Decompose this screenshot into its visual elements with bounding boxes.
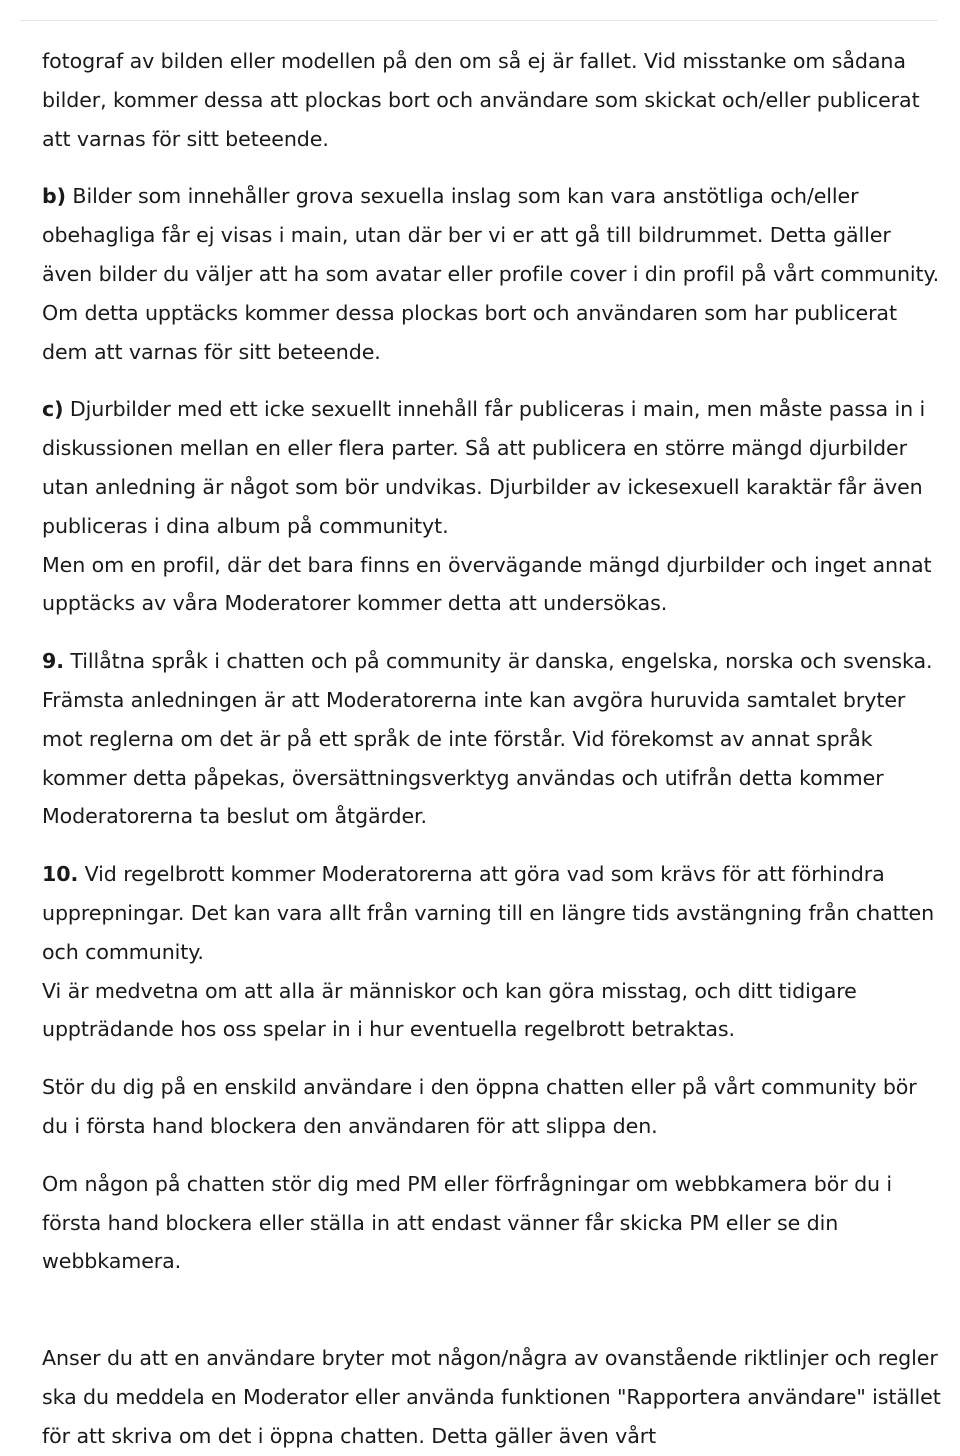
rule-c-text: Djurbilder med ett icke sexuellt innehåll får publiceras i main, men måste passa in i diskussionen mellan en eller flera parter. Så att publicera en större mängd djurbilder utan anledning är något som bör undvikas. Djurbilder av ickesexuell karaktär får även publiceras i dina album på communityt. — [42, 397, 926, 538]
rule-c-label: c) — [42, 397, 64, 422]
document-body — [42, 42, 942, 1456]
rule-10-text: Vid regelbrott kommer Moderatorerna att göra vad som krävs för att förhindra upprepningar. Det kan vara allt från varning till en längre tids avstängning från chatten och community. — [42, 862, 935, 964]
paragraph-report-user: Anser du att en användare bryter mot någon/några av ovanstående riktlinjer och regler ska du meddela en Moderator eller använda funktionen "Rapportera användare" istället för att skriva om det i öppna chatten. Detta gäller även vårt — [42, 1346, 941, 1448]
rule-9-text: Tillåtna språk i chatten och på community är danska, engelska, norska och svenska. Främsta anledningen är att Moderatorerna inte kan avgöra huruvida samtalet bryter mot reglerna om det är på ett språk de inte förstår. Vid förekomst av annat språk kommer detta påpekas, översättningsverktyg användas och utifrån detta kommer Moderatorerna ta beslut om åtgärder. — [42, 649, 933, 829]
rule-10-continuation: Vi är medvetna om att alla är människor och kan göra misstag, och ditt tidigare uppträdande hos oss spelar in i hur eventuella regelbrott betraktas. — [42, 978, 857, 1042]
rule-b-text: Bilder som innehåller grova sexuella inslag som kan vara anstötliga och/eller obehagliga får ej visas i main, utan där ber vi er att gå till bildrummet. Detta gäller även bilder du väljer att ha som avatar eller profile cover i din profil på vårt community. Om detta upptäcks kommer dessa plockas bort och användaren som har publicerat dem att varnas för sitt beteende. — [42, 184, 940, 364]
rule-9-label: 9. — [42, 649, 64, 674]
rule-c — [42, 390, 942, 545]
rule-b-label: b) — [42, 184, 66, 209]
paragraph-block-user: Stör du dig på en enskild användare i den öppna chatten eller på vårt community bör du i första hand blockera den användaren för att slippa den. — [42, 1075, 917, 1138]
rule-b — [42, 177, 942, 371]
rule-10 — [42, 855, 942, 971]
paragraph-pm-webcam: Om någon på chatten stör dig med PM eller förfrågningar om webbkamera bör du i första hand blockera eller ställa in att endast vänner får skicka PM eller se din webbkamera. — [42, 1171, 893, 1274]
page-top-rule — [20, 20, 938, 21]
rule-c-continuation: Men om en profil, där det bara finns en övervägande mängd djurbilder och inget annat upptäcks av våra Moderatorer kommer detta att undersökas. — [42, 552, 932, 616]
paragraph-photo-policy: fotograf av bilden eller modellen på den om så ej är fallet. Vid misstanke om sådana bilder, kommer dessa att plockas bort och användare som skickat och/eller publicerat att varnas för sitt beteende. — [42, 49, 920, 151]
rule-10-label: 10. — [42, 862, 79, 887]
rule-9 — [42, 642, 942, 836]
